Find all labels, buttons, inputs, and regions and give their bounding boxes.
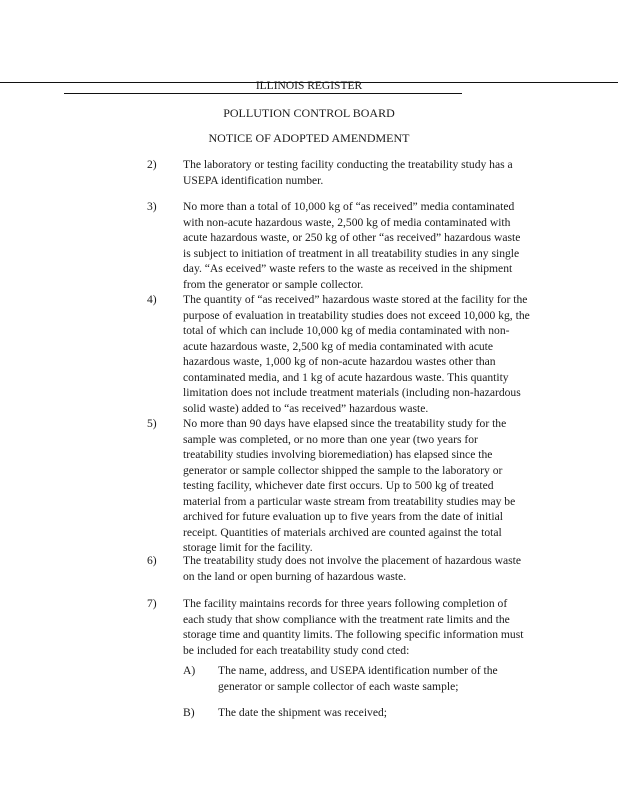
text-line: sample was completed, or no more than one year (two years for xyxy=(183,432,478,446)
items-number: 6) xyxy=(147,554,157,567)
notice-title: NOTICE OF ADOPTED AMENDMENT xyxy=(208,131,410,145)
items-number: 3) xyxy=(147,200,157,213)
text-line: testing facility, whichever date first occurs. Up to 500 kg of treated xyxy=(183,479,494,492)
text-line: purpose of evaluation in treatability studies does not exceed 10,000 kg, the xyxy=(183,308,530,322)
text-line: storage limit for the facility. xyxy=(183,541,313,554)
text-line: acute hazardous waste, 2,500 kg of media contaminated with acute xyxy=(183,339,494,353)
text-line: each study that show compliance with the treatment rate limits and the xyxy=(183,612,510,626)
text-line: with non-acute hazardous waste, 2,500 kg of media contaminated with xyxy=(183,215,511,229)
text-line: total of which can include 10,000 kg of media contaminated with non- xyxy=(183,324,510,337)
items-number: 2) xyxy=(147,158,157,171)
items-text xyxy=(183,553,521,584)
items-text xyxy=(183,416,515,556)
text-line: No more than a total of 10,000 kg of “as received” media contaminated xyxy=(183,200,515,213)
board-title: POLLUTION CONTROL BOARD xyxy=(223,106,395,120)
subitems-number: B) xyxy=(183,706,195,719)
items-number: 5) xyxy=(147,417,157,430)
subitems-text xyxy=(218,705,387,721)
text-line: The name, address, and USEPA identification number of the xyxy=(218,664,498,677)
text-line: archived for future evaluation up to five years from the date of initial xyxy=(183,510,503,523)
text-line: receipt. Quantities of materials archived are counted against the total xyxy=(183,525,502,539)
subitems-number: A) xyxy=(183,664,196,677)
text-line: The date the shipment was received; xyxy=(218,706,388,719)
items-text xyxy=(183,157,513,188)
register-title: ILLINOIS REGISTER xyxy=(255,80,363,92)
items-text xyxy=(183,199,520,292)
items-number: 7) xyxy=(147,597,157,610)
text-line: generator or sample collector shipped the sample to the laboratory or xyxy=(183,463,503,477)
text-line: contaminated media, and 1 kg of acute hazardous waste. This quantity xyxy=(183,370,509,384)
text-line: material from a particular waste stream from treatability studies may be xyxy=(183,494,516,508)
items-number: 4) xyxy=(147,293,157,306)
items-text xyxy=(183,596,523,658)
text-line: The quantity of “as received” hazardous waste stored at the facility for the xyxy=(183,293,528,306)
text-line: limitation does not include treatment materials (including non-hazardous xyxy=(183,386,521,399)
text-line: solid waste) added to “as received” hazardous waste. xyxy=(183,401,429,415)
text-line: acute hazardous waste, or 250 kg of other “as received” hazardous waste xyxy=(183,231,521,244)
items-text xyxy=(183,292,530,416)
subitems-text xyxy=(218,663,498,694)
text-line: on the land or open burning of hazardous waste. xyxy=(183,569,407,583)
text-line: day. “As eceived” waste refers to the waste as received in the shipment xyxy=(183,262,513,275)
text-line: The treatability study does not involve the placement of hazardous waste xyxy=(183,554,522,567)
text-line: The laboratory or testing facility conducting the treatability study has a xyxy=(183,158,513,171)
text-line: be included for each treatability study cond cted: xyxy=(183,643,410,657)
text-line: treatability studies involving bioremediation) has elapsed since the xyxy=(183,448,493,461)
text-line: storage time and quantity limits. The following specific information must xyxy=(183,628,524,641)
text-line: from the generator or sample collector. xyxy=(183,277,364,291)
text-line: generator or sample collector of each waste sample; xyxy=(218,679,459,693)
header-underline xyxy=(64,93,462,94)
text-line: hazardous waste, 1,000 kg of non-acute hazardou wastes other than xyxy=(183,355,496,368)
text-line: No more than 90 days have elapsed since the treatability study for the xyxy=(183,417,507,430)
text-line: The facility maintains records for three years following completion of xyxy=(183,597,508,610)
text-line: USEPA identification number. xyxy=(183,173,324,187)
text-line: is subject to initiation of treatment in all treatability studies in any single xyxy=(183,246,520,260)
